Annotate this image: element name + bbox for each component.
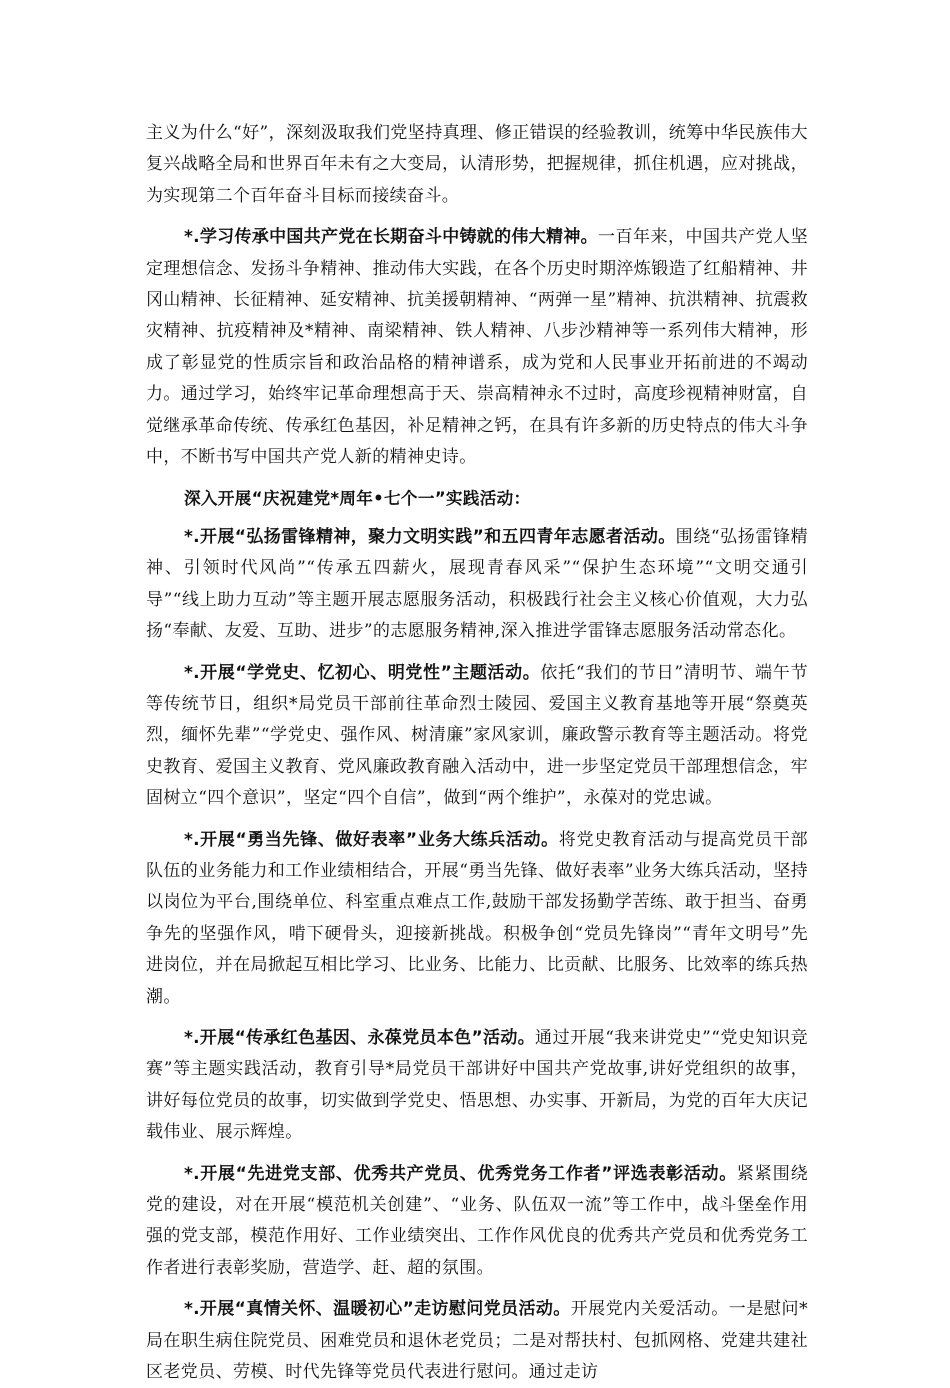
activity-heading: *.开展“学党史、忆初心、明党性”主题活动。 [184, 662, 541, 683]
section-lead [146, 483, 808, 515]
activity-commendation [146, 1159, 808, 1285]
paragraph-text: 一百年来，中国共产党人坚定理想信念、发扬斗争精神、推动伟大实践，在各个历史时期淬炼锻造了红船精神、井冈山精神、长征精神、延安精神、抗美援朝精神、“两弹一星”精神、抗洪精神、抗震救灾精神、抗疫精神及*精神、南梁精神、铁人精神、八步沙精神等一系列伟大精神，形成了彰显党的性质宗旨和政治品格的精神谱系，成为党和人民事业开拓前进的不竭动力。通过学习，始终牢记革命理想高于天、崇高精神永不过时，高度珍视精神财富，自觉继承革命传统、传承红色基因，补足精神之钙，在具有许多新的历史特点的伟大斗争中，不断书写中国共产党人新的精神史诗。 [146, 227, 808, 468]
paragraph-continuation [146, 118, 808, 212]
activity-party-history [146, 658, 808, 815]
activity-skills-training [146, 825, 808, 1013]
paragraph-great-spirit [146, 222, 808, 473]
activity-text: 围绕“弘扬雷锋精神、引领时代风尚”“传承五四薪火，展现青春风采”“保护生态环境”“文明交通引导”“线上助力互动”等主题开展志愿服务活动，积极践行社会主义核心价值观，大力弘扬“奉献、友爱、互助、进步”的志愿服务精神,深入推进学雷锋志愿服务活动常态化。 [146, 526, 809, 642]
activity-text: 紧紧围绕党的建设，对在开展“模范机关创建”、“业务、队伍双一流”等工作中，战斗堡垒作用强的党支部，模范作用好、工作业绩突出、工作作风优良的优秀共产党员和优秀党务工作者进行表彰奖励，营造学、赶、超的氛围。 [146, 1163, 808, 1278]
activity-condolence-visits [146, 1294, 808, 1388]
activity-text: 通过开展“我来讲党史”“党史知识竞赛”等主题实践活动，教育引导*局党员干部讲好中国共产党故事,讲好党组织的故事，讲好每位党员的故事，切实做到学党史、悟思想、办实事、开新局，为党的百年大庆记载伟业、展示辉煌。 [146, 1027, 808, 1143]
activity-heading: *.开展“真情关怀、温暖初心”走访慰问党员活动。 [184, 1299, 571, 1320]
activity-heading: *.开展“先进党支部、优秀共产党员、优秀党务工作者”评选表彰活动。 [184, 1163, 737, 1184]
paragraph-text: 主义为什么“好”，深刻汲取我们党坚持真理、修正错误的经验教训，统筹中华民族伟大复兴战略全局和世界百年未有之大变局，认清形势，把握规律，抓住机遇，应对挑战，为实现第二个百年奋斗目标而接续奋斗。 [146, 123, 808, 206]
paragraph-heading: *.学习传承中国共产党在长期奋斗中铸就的伟大精神。 [184, 227, 598, 248]
activity-text: 开展党内关爱活动。一是慰问*局在职生病住院党员、困难党员和退休老党员；二是对帮扶村、包抓网格、党建共建社区老党员、劳模、时代先锋等党员代表进行慰问。通过走访 [146, 1299, 808, 1383]
activity-heading: *.开展“勇当先锋、做好表率”业务大练兵活动。 [184, 829, 559, 850]
document-body [146, 118, 808, 1388]
activity-heading: *.开展“弘扬雷锋精神，聚力文明实践”和五四青年志愿者活动。 [184, 526, 676, 547]
section-lead-text: 深入开展“庆祝建党*周年•七个一”实践活动： [184, 489, 531, 509]
activity-text: 将党史教育活动与提高党员干部队伍的业务能力和工作业绩相结合，开展“勇当先锋、做好表率”业务大练兵活动，坚持以岗位为平台,围绕单位、科室重点难点工作,鼓励干部发扬勤学苦练、敢于担当、奋勇争先的坚强作风，啃下硬骨头，迎接新挑战。积极争创“党员先锋岗”“青年文明号”先进岗位，并在局掀起互相比学习、比业务、比能力、比贡献、比服务、比效率的练兵热潮。 [146, 829, 808, 1007]
activity-red-gene [146, 1023, 808, 1149]
activity-text: 依托“我们的节日”清明节、端午节等传统节日，组织*局党员干部前往革命烈士陵园、爱国主义教育基地等开展“祭奠英烈，缅怀先辈”“学党史、强作风、树清廉”家风家训，廉政警示教育等主题活动。将党史教育、爱国主义教育、党风廉政教育融入活动中，进一步坚定党员干部理想信念，牢固树立“四个意识”，坚定“四个自信”，做到“两个维护”，永葆对的党忠诚。 [146, 662, 809, 809]
activity-heading: *.开展“传承红色基因、永葆党员本色”活动。 [184, 1027, 536, 1048]
activity-volunteer [146, 522, 808, 648]
